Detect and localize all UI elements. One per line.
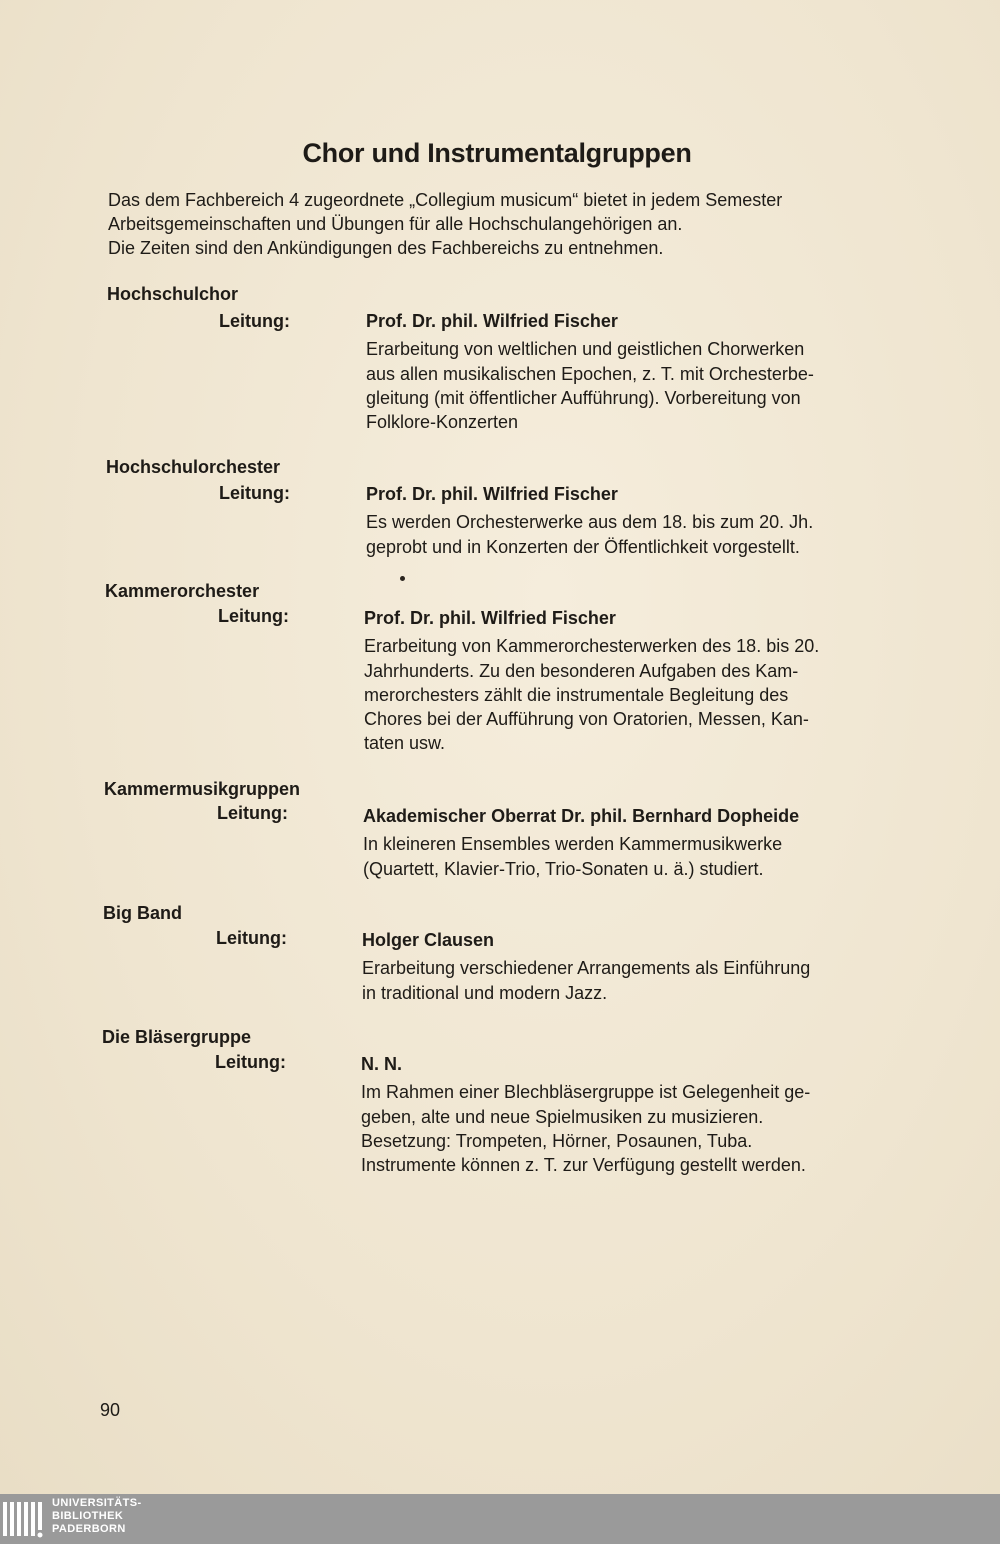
section-details-blaesergruppe [361,1052,883,1177]
leiter-name: Prof. Dr. phil. Wilfried Fischer [364,608,616,628]
section-title-kammerorchester: Kammerorchester [105,581,260,601]
page-title: Chor und Instrumentalgruppen [302,138,692,168]
description-line: geprobt und in Konzerten der Öffentlichkeit vorgestellt. [366,536,800,557]
section-description [362,956,884,1005]
leiter-name: Prof. Dr. phil. Wilfried Fischer [366,484,618,504]
leitung-label: Leitung: [216,928,287,948]
section-details-kammermusikgruppen [363,804,885,881]
description-line: Instrumente können z. T. zur Verfügung gestellt werden. [361,1155,806,1176]
intro-line: Arbeitsgemeinschaften und Übungen für alle Hochschulangehörigen an. [108,214,683,234]
section-details-hochschulorchester [366,482,888,559]
description-line: Chores bei der Aufführung von Oratorien, Messen, Kan- [364,709,809,730]
description-line: aus allen musikalischen Epochen, z. T. mit Orchesterbe- [366,363,814,384]
leitung-label: Leitung: [217,803,288,823]
description-line: Folklore-Konzerten [366,412,519,433]
section-title-big-band: Big Band [103,903,182,923]
description-line: merorchesters zählt die instrumentale Begleitung des [364,684,789,705]
library-name [52,1497,142,1536]
library-name-line: PADERBORN [52,1523,126,1535]
description-line: Erarbeitung von weltlichen und geistlichen Chorwerken [366,339,805,360]
intro-line: Die Zeiten sind den Ankündigungen des Fachbereichs zu entnehmen. [108,238,664,258]
section-details-kammerorchester [364,606,886,756]
description-line: geben, alte und neue Spielmusiken zu musizieren. [361,1106,764,1127]
description-line: (Quartett, Klavier-Trio, Trio-Sonaten u. ä.) studiert. [363,858,764,879]
section-title-kammermusikgruppen: Kammermusikgruppen [104,779,301,799]
library-name-line: BIBLIOTHEK [52,1510,124,1522]
description-line: Erarbeitung von Kammerorchesterwerken des 18. bis 20. [364,636,820,657]
section-description [361,1080,883,1177]
print-speck [400,576,405,581]
section-description [366,337,888,434]
leiter-name: Prof. Dr. phil. Wilfried Fischer [366,311,618,331]
description-line: Im Rahmen einer Blechbläsergruppe ist Gelegenheit ge- [361,1082,811,1103]
section-description [366,510,888,559]
leitung-label: Leitung: [219,311,290,331]
description-line: Jahrhunderts. Zu den besonderen Aufgaben des Kam- [364,660,799,681]
leitung-label: Leitung: [215,1052,286,1072]
section-details-hochschulchor [366,309,888,434]
page-number: 90 [100,1400,121,1420]
section-title-blaesergruppe: Die Bläsergruppe [102,1027,252,1047]
section-title-hochschulchor: Hochschulchor [107,284,239,304]
description-line: Besetzung: Trompeten, Hörner, Posaunen, Tuba. [361,1130,753,1151]
section-title-hochschulorchester: Hochschulorchester [106,457,281,477]
section-details-big-band [362,928,884,1005]
library-footer-bar [0,1494,1000,1544]
library-name-line: UNIVERSITÄTS- [52,1497,142,1509]
section-description [364,634,886,755]
description-line: taten usw. [364,733,446,754]
leiter-name: Akademischer Oberrat Dr. phil. Bernhard Dopheide [363,806,800,826]
section-description [363,832,885,881]
description-line: in traditional und modern Jazz. [362,982,608,1003]
intro-line: Das dem Fachbereich 4 zugeordnete „Collegium musicum“ bietet in jedem Semester [108,190,783,210]
leitung-label: Leitung: [218,606,289,626]
leiter-name: Holger Clausen [362,930,495,950]
description-line: In kleineren Ensembles werden Kammermusikwerke [363,834,783,855]
leiter-name: N. N. [361,1054,403,1074]
description-line: Es werden Orchesterwerke aus dem 18. bis zum 20. Jh. [366,512,814,533]
description-line: gleitung (mit öffentlicher Aufführung). Vorbereitung von [366,387,801,408]
intro-paragraph [108,188,908,260]
description-line: Erarbeitung verschiedener Arrangements als Einführung [362,958,811,979]
leitung-label: Leitung: [219,483,290,503]
library-logo-icon [2,1498,46,1540]
